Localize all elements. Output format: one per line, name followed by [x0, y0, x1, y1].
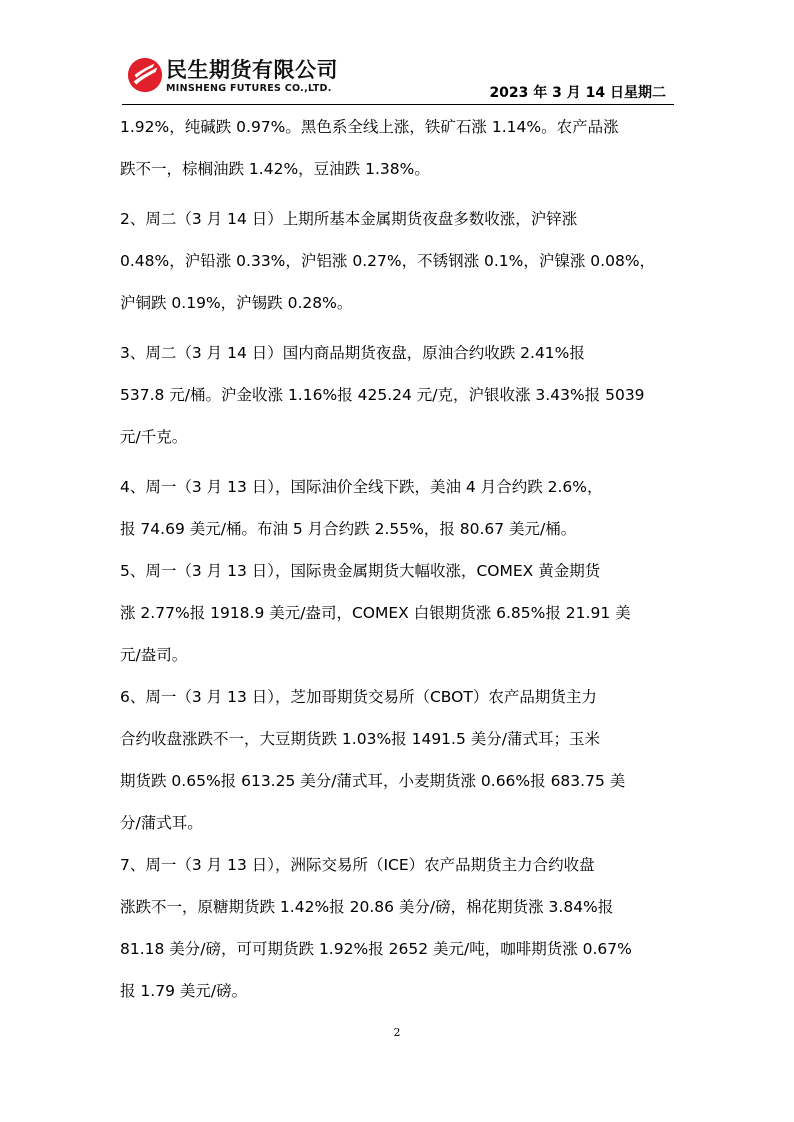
text-line: 跌不一，棕榈油跌 1.42%，豆油跌 1.38%。 — [120, 160, 430, 178]
paragraph-1 — [120, 106, 680, 190]
document-body — [120, 106, 680, 1012]
paragraph-2 — [120, 198, 680, 324]
text-line: 6、周一（3 月 13 日），芝加哥期货交易所（CBOT）农产品期货主力 — [120, 688, 597, 706]
paragraph-5 — [120, 550, 680, 676]
text-line: 元/千克。 — [120, 428, 188, 446]
paragraph-7 — [120, 844, 680, 1012]
text-line: 537.8 元/桶。沪金收涨 1.16%报 425.24 元/克，沪银收涨 3.43%报 5039 — [120, 386, 645, 404]
text-line: 81.18 美分/磅，可可期货跌 1.92%报 2652 美元/吨，咖啡期货涨 0.67% — [120, 940, 632, 958]
report-date: 2023 年 3 月 14 日星期二 — [489, 85, 666, 101]
text-line: 分/蒲式耳。 — [120, 814, 203, 832]
text-line: 期货跌 0.65%报 613.25 美分/蒲式耳，小麦期货涨 0.66%报 683.75 美 — [120, 772, 626, 790]
minsheng-logo-icon — [126, 56, 164, 94]
text-line: 涨跌不一，原糖期货跌 1.42%报 20.86 美分/磅，棉花期货涨 3.84%报 — [120, 898, 614, 916]
text-line: 4、周一（3 月 13 日），国际油价全线下跌，美油 4 月合约跌 2.6%， — [120, 478, 603, 496]
page-number: 2 — [393, 1026, 401, 1039]
text-line: 0.48%，沪铅涨 0.33%，沪铝涨 0.27%，不锈钢涨 0.1%，沪镍涨 0.08%， — [120, 252, 656, 270]
text-line: 涨 2.77%报 1918.9 美元/盎司，COMEX 白银期货涨 6.85%报 21.91 美 — [120, 604, 631, 622]
text-line: 3、周二（3 月 14 日）国内商品期货夜盘，原油合约收跌 2.41%报 — [120, 344, 585, 362]
company-name-en: MINSHENG FUTURES CO.,LTD. — [166, 83, 332, 94]
text-line: 沪铜跌 0.19%，沪锡跌 0.28%。 — [120, 294, 353, 312]
text-line: 报 74.69 美元/桶。布油 5 月合约跌 2.55%，报 80.67 美元/桶。 — [120, 520, 577, 538]
text-line: 1.92%，纯碱跌 0.97%。黑色系全线上涨，铁矿石涨 1.14%。农产品涨 — [120, 118, 619, 136]
text-line: 元/盎司。 — [120, 646, 188, 664]
company-name-cn: 民生期货有限公司 — [166, 58, 338, 82]
paragraph-6 — [120, 676, 680, 844]
text-line: 合约收盘涨跌不一，大豆期货跌 1.03%报 1491.5 美分/蒲式耳；玉米 — [120, 730, 600, 748]
text-line: 2、周二（3 月 14 日）上期所基本金属期货夜盘多数收涨，沪锌涨 — [120, 210, 578, 228]
paragraph-3 — [120, 332, 680, 458]
text-line: 7、周一（3 月 13 日），洲际交易所（ICE）农产品期货主力合约收盘 — [120, 856, 595, 874]
page-header — [122, 54, 674, 105]
text-line: 报 1.79 美元/磅。 — [120, 982, 248, 1000]
text-line: 5、周一（3 月 13 日），国际贵金属期货大幅收涨，COMEX 黄金期货 — [120, 562, 601, 580]
paragraph-4 — [120, 466, 680, 550]
